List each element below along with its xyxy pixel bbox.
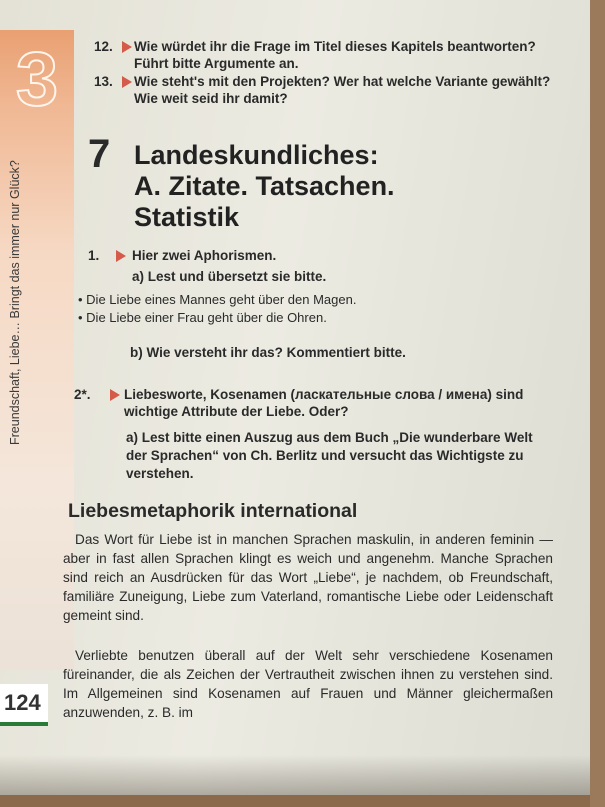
task-text: Liebesworte, Kosenamen (ласкательные слова / имена) sind wichtige Attribute der Liebe. Oder? [124,387,524,419]
section-title-line: A. Zitate. Tatsachen. [134,171,395,201]
section-number: 7 [88,132,111,176]
arrow-marker-icon [122,41,132,53]
section-title-line: Landeskundliches: [134,140,379,170]
arrow-marker-icon [116,250,126,262]
page-edge [590,0,605,807]
task-number: 1. [88,248,100,263]
article-paragraph-1: Das Wort für Liebe ist in manchen Sprachen maskulin, in anderen feminin — aber in fast allen Sprachen klingt es weich und angenehm. Manche Sprachen sind reich an Ausdrücken für das Wort „Liebe“, je nachdem, ob Freundschaft, familiäre Zuneigung, Liebe zum Vaterland, romantische Liebe oder Leidenschaft gemeint sind. [63,532,553,623]
task-1 [88,247,558,267]
question-text: Wie steht's mit den Projekten? Wer hat welche Variante gewählt? Wie weit seid ihr damit? [134,74,551,106]
article-heading: Liebesmetaphorik international [68,500,358,522]
question-12 [94,38,564,74]
section-title-line: Statistik [134,202,240,232]
question-13 [94,73,564,109]
task-1-a: a) Lest und übersetzt sie bitte. [132,269,327,284]
task-number: 2*. [74,387,91,402]
question-text: Wie würdet ihr die Frage im Titel dieses Kapitels beantworten? Führt bitte Argumente an. [134,39,536,71]
aphorism-2: • Die Liebe einer Frau geht über die Ohren. [78,310,327,325]
arrow-marker-icon [122,76,132,88]
aphorism-1: • Die Liebe eines Mannes geht über den Magen. [78,292,357,307]
page-number: 124 [0,684,48,722]
task-text: Hier zwei Aphorismen. [132,248,277,263]
chapter-vertical-title: Freundschaft, Liebe… Bringt das immer nur Glück? [8,160,22,445]
task-1-b: b) Wie versteht ihr das? Kommentiert bitte. [130,345,406,360]
question-number: 12. [94,39,113,54]
section-title [134,140,554,233]
arrow-marker-icon [110,389,120,401]
task-2-a: a) Lest bitte einen Auszug aus dem Buch „Die wunderbare Welt der Sprachen“ von Ch. Berlitz und versucht das Wichtigste zu verstehen. [126,430,533,481]
article-paragraph-2: Verliebte benutzen überall auf der Welt sehr verschiedene Kosenamen füreinander, die als Zeichen der Vertrautheit zwischen ihnen zu verstehen sind. Im Allgemeinen sind Kosenamen auf Frauen und Männer gleichermaßen anzuwenden, z. B. im [63,648,553,720]
page-shadow [0,755,590,795]
chapter-number: 3 [15,37,59,122]
question-number: 13. [94,74,113,89]
task-2 [74,386,554,426]
